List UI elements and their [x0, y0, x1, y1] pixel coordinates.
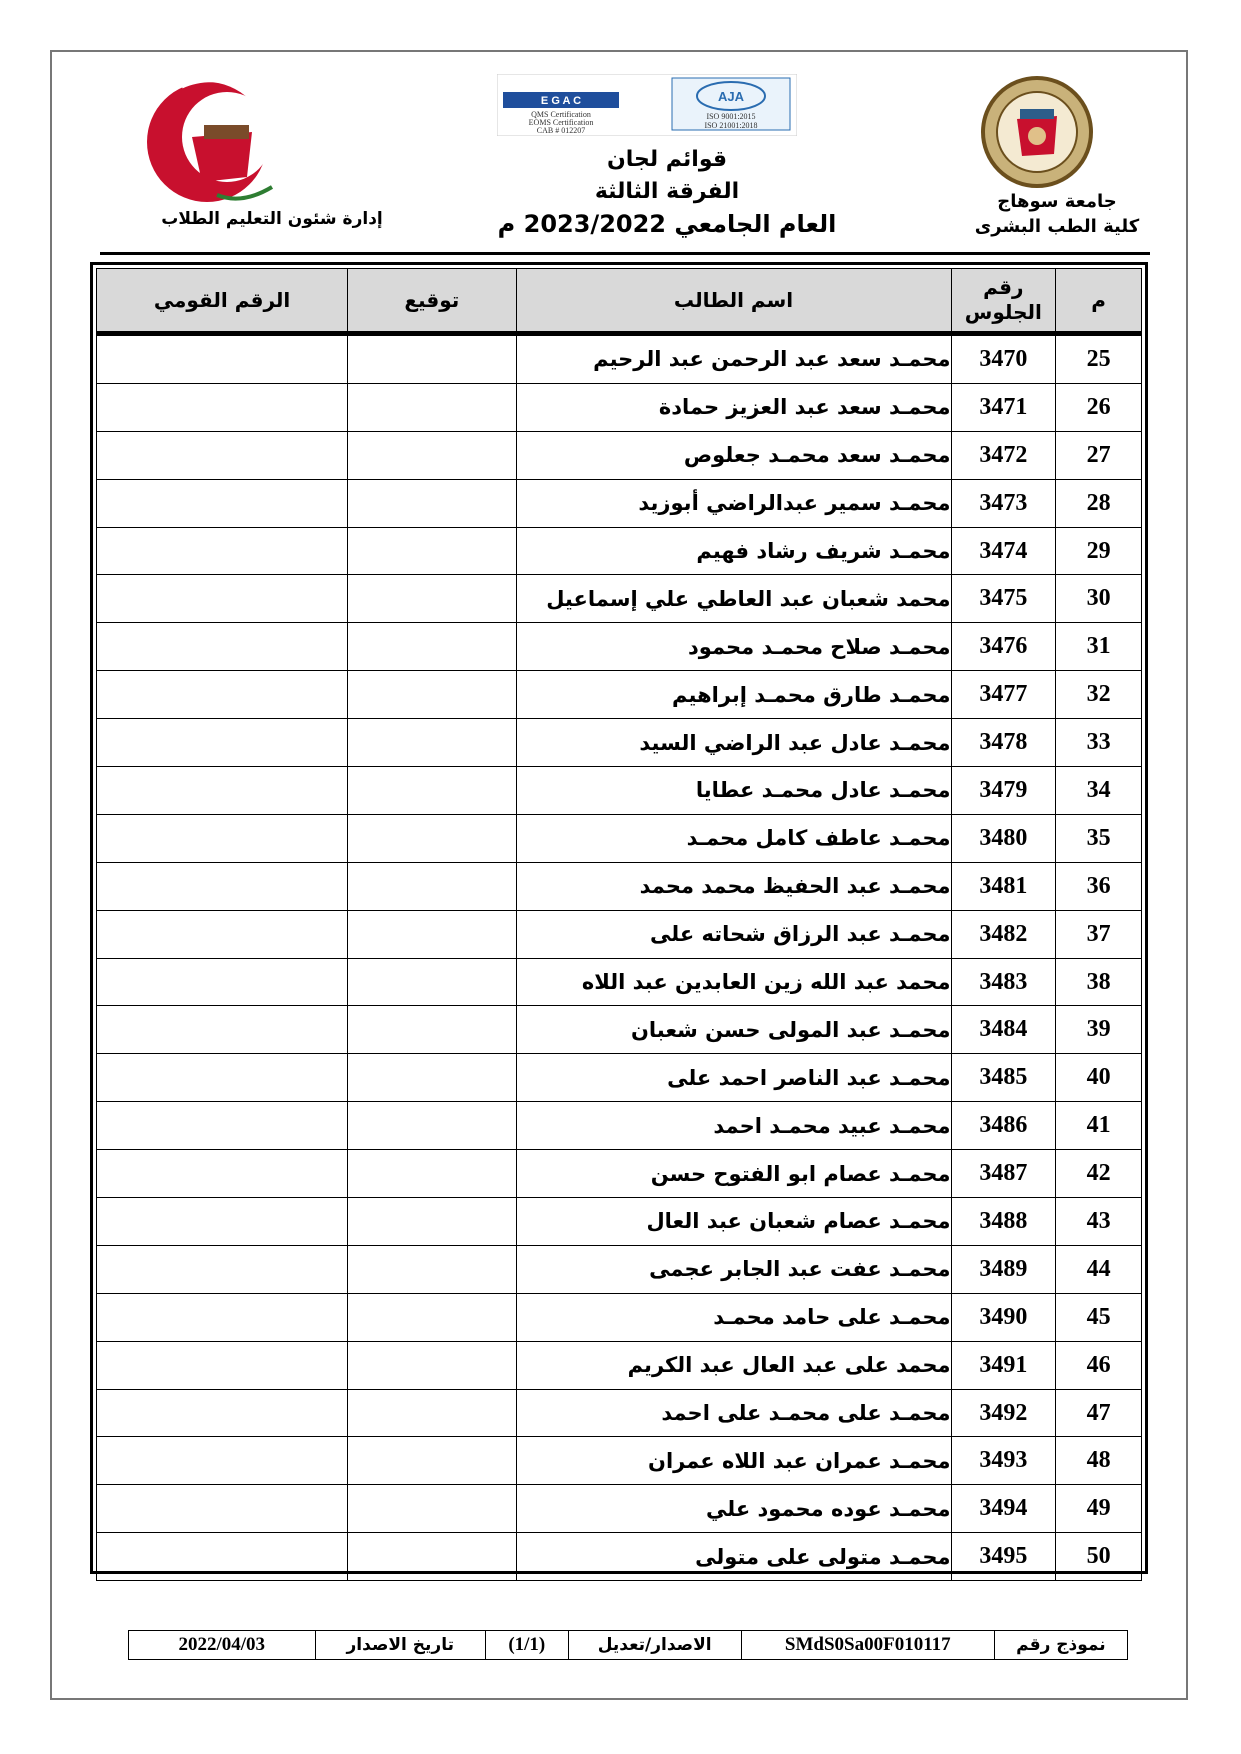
- row-signature-cell: [348, 1293, 516, 1341]
- row-seat-number: 3479: [951, 767, 1056, 815]
- table-row: [97, 1102, 1142, 1150]
- row-signature-cell: [348, 1006, 516, 1054]
- row-national-id-cell: [97, 1006, 348, 1054]
- row-serial: 42: [1056, 1150, 1142, 1198]
- row-signature-cell: [348, 1389, 516, 1437]
- row-national-id-cell: [97, 767, 348, 815]
- row-national-id-cell: [97, 958, 348, 1006]
- row-signature-cell: [348, 1198, 516, 1246]
- row-signature-cell: [348, 1054, 516, 1102]
- row-student-name: محمـد سعد عبد العزيز حمادة: [516, 383, 951, 431]
- row-student-name: محمد على عبد العال عبد الكريم: [516, 1341, 951, 1389]
- form-number: SMdS0Sa00F010117: [741, 1631, 994, 1660]
- svg-text:E G A C: E G A C: [540, 95, 582, 107]
- svg-text:ISO 21001:2018: ISO 21001:2018: [704, 121, 758, 130]
- document-titles: [472, 144, 862, 240]
- row-signature-cell: [348, 575, 516, 623]
- row-signature-cell: [348, 623, 516, 671]
- issue-date: 2022/04/03: [129, 1631, 316, 1660]
- table-row: [97, 862, 1142, 910]
- row-seat-number: 3493: [951, 1437, 1056, 1485]
- row-signature-cell: [348, 1437, 516, 1485]
- row-seat-number: 3494: [951, 1485, 1056, 1533]
- table-row: [97, 958, 1142, 1006]
- table-row: [97, 334, 1142, 384]
- row-serial: 31: [1056, 623, 1142, 671]
- row-national-id-cell: [97, 1389, 348, 1437]
- table-row: [97, 383, 1142, 431]
- row-seat-number: 3489: [951, 1245, 1056, 1293]
- row-student-name: محمـد عبد الحفيظ محمد محمد: [516, 862, 951, 910]
- row-signature-cell: [348, 671, 516, 719]
- version-value: (1/1): [486, 1631, 569, 1660]
- row-student-name: محمـد عبيد محمـد احمد: [516, 1102, 951, 1150]
- row-signature-cell: [348, 719, 516, 767]
- table-row: [97, 1245, 1142, 1293]
- table-row: [97, 719, 1142, 767]
- svg-text:QMS Certification: QMS Certification: [531, 110, 591, 119]
- table-row: [97, 527, 1142, 575]
- certification-logos: [497, 74, 797, 139]
- row-student-name: محمـد عادل عبد الراضي السيد: [516, 719, 951, 767]
- row-student-name: محمـد شريف رشاد فهيم: [516, 527, 951, 575]
- row-serial: 29: [1056, 527, 1142, 575]
- table-row: [97, 479, 1142, 527]
- row-seat-number: 3478: [951, 719, 1056, 767]
- row-student-name: محمـد عوده محمود علي: [516, 1485, 951, 1533]
- row-seat-number: 3484: [951, 1006, 1056, 1054]
- row-serial: 39: [1056, 1006, 1142, 1054]
- row-signature-cell: [348, 910, 516, 958]
- row-seat-number: 3475: [951, 575, 1056, 623]
- issue-date-label: تاريخ الاصدار: [315, 1631, 485, 1660]
- row-national-id-cell: [97, 1245, 348, 1293]
- row-national-id-cell: [97, 479, 348, 527]
- row-national-id-cell: [97, 671, 348, 719]
- row-seat-number: 3473: [951, 479, 1056, 527]
- row-national-id-cell: [97, 719, 348, 767]
- row-serial: 49: [1056, 1485, 1142, 1533]
- row-serial: 47: [1056, 1389, 1142, 1437]
- title-year-level: الفرقة الثالثة: [594, 179, 740, 204]
- row-seat-number: 3474: [951, 527, 1056, 575]
- row-national-id-cell: [97, 910, 348, 958]
- row-national-id-cell: [97, 575, 348, 623]
- row-national-id-cell: [97, 1054, 348, 1102]
- row-seat-number: 3491: [951, 1341, 1056, 1389]
- row-student-name: محمد عبد الله زين العابدين عبد اللاه: [516, 958, 951, 1006]
- table-row: [97, 1389, 1142, 1437]
- row-signature-cell: [348, 862, 516, 910]
- table-row: [97, 814, 1142, 862]
- table-row: [97, 1054, 1142, 1102]
- row-seat-number: 3470: [951, 334, 1056, 384]
- students-table-frame: [90, 262, 1148, 1574]
- row-national-id-cell: [97, 431, 348, 479]
- table-row: [97, 671, 1142, 719]
- row-serial: 45: [1056, 1293, 1142, 1341]
- row-national-id-cell: [97, 862, 348, 910]
- row-serial: 26: [1056, 383, 1142, 431]
- row-national-id-cell: [97, 527, 348, 575]
- row-signature-cell: [348, 767, 516, 815]
- row-student-name: محمـد على محمـد على احمد: [516, 1389, 951, 1437]
- row-student-name: محمـد سعد عبد الرحمن عبد الرحيم: [516, 334, 951, 384]
- university-name: جامعة سوهاج: [997, 191, 1117, 212]
- row-student-name: محمـد عصام شعبان عبد العال: [516, 1198, 951, 1246]
- row-student-name: محمـد سعد محمـد جعلوص: [516, 431, 951, 479]
- row-seat-number: 3485: [951, 1054, 1056, 1102]
- header-serial: م: [1056, 269, 1142, 334]
- row-seat-number: 3481: [951, 862, 1056, 910]
- table-row: [97, 1293, 1142, 1341]
- row-seat-number: 3488: [951, 1198, 1056, 1246]
- table-row: [97, 1437, 1142, 1485]
- row-signature-cell: [348, 814, 516, 862]
- row-national-id-cell: [97, 623, 348, 671]
- row-serial: 41: [1056, 1102, 1142, 1150]
- row-signature-cell: [348, 958, 516, 1006]
- row-signature-cell: [348, 1245, 516, 1293]
- row-student-name: محمـد طارق محمـد إبراهيم: [516, 671, 951, 719]
- table-row: [97, 575, 1142, 623]
- header-signature: توقيع: [348, 269, 516, 334]
- table-row: [97, 623, 1142, 671]
- row-seat-number: 3471: [951, 383, 1056, 431]
- row-signature-cell: [348, 1102, 516, 1150]
- row-seat-number: 3492: [951, 1389, 1056, 1437]
- row-serial: 38: [1056, 958, 1142, 1006]
- row-national-id-cell: [97, 1293, 348, 1341]
- university-seal: [972, 74, 1102, 194]
- row-seat-number: 3482: [951, 910, 1056, 958]
- row-seat-number: 3476: [951, 623, 1056, 671]
- row-student-name: محمـد صلاح محمـد محمود: [516, 623, 951, 671]
- table-row: [97, 1341, 1142, 1389]
- row-serial: 40: [1056, 1054, 1142, 1102]
- row-national-id-cell: [97, 1150, 348, 1198]
- table-row: [97, 1533, 1142, 1581]
- row-student-name: محمـد عادل محمـد عطايا: [516, 767, 951, 815]
- row-seat-number: 3477: [951, 671, 1056, 719]
- row-national-id-cell: [97, 334, 348, 384]
- row-serial: 44: [1056, 1245, 1142, 1293]
- row-signature-cell: [348, 383, 516, 431]
- row-seat-number: 3487: [951, 1150, 1056, 1198]
- students-table: [96, 268, 1142, 1581]
- table-row: [97, 1006, 1142, 1054]
- title-committees: قوائم لجان: [606, 147, 728, 172]
- row-signature-cell: [348, 1485, 516, 1533]
- table-row: [97, 431, 1142, 479]
- svg-text:EOMS Certification: EOMS Certification: [528, 118, 594, 127]
- row-serial: 37: [1056, 910, 1142, 958]
- department-name: إدارة شئون التعليم الطلاب: [161, 209, 383, 229]
- row-signature-cell: [348, 431, 516, 479]
- row-serial: 50: [1056, 1533, 1142, 1581]
- row-serial: 43: [1056, 1198, 1142, 1246]
- svg-text:ISO 9001:2015: ISO 9001:2015: [706, 112, 756, 121]
- header-seat-number: رقم الجلوس: [951, 269, 1056, 334]
- row-student-name: محمـد عاطف كامل محمـد: [516, 814, 951, 862]
- row-national-id-cell: [97, 814, 348, 862]
- row-serial: 27: [1056, 431, 1142, 479]
- row-national-id-cell: [97, 1341, 348, 1389]
- row-student-name: محمـد عصام ابو الفتوح حسن: [516, 1150, 951, 1198]
- table-row: [97, 767, 1142, 815]
- form-label: نموذج رقم: [994, 1631, 1127, 1660]
- row-seat-number: 3495: [951, 1533, 1056, 1581]
- table-row: [97, 910, 1142, 958]
- row-serial: 36: [1056, 862, 1142, 910]
- row-seat-number: 3483: [951, 958, 1056, 1006]
- faculty-name: كلية الطب البشرى: [974, 216, 1140, 237]
- table-row: [97, 1198, 1142, 1246]
- row-signature-cell: [348, 334, 516, 384]
- form-footer: [128, 1630, 1128, 1660]
- row-student-name: محمـد عبد الرزاق شحاته على: [516, 910, 951, 958]
- header-student-name: اسم الطالب: [516, 269, 951, 334]
- row-national-id-cell: [97, 1437, 348, 1485]
- university-name-block: [952, 189, 1162, 239]
- row-national-id-cell: [97, 1485, 348, 1533]
- header-national-id: الرقم القومي: [97, 269, 348, 334]
- row-student-name: محمـد على حامد محمـد: [516, 1293, 951, 1341]
- row-seat-number: 3486: [951, 1102, 1056, 1150]
- row-national-id-cell: [97, 1198, 348, 1246]
- row-serial: 48: [1056, 1437, 1142, 1485]
- row-serial: 33: [1056, 719, 1142, 767]
- row-signature-cell: [348, 1533, 516, 1581]
- row-student-name: محمـد عبد الناصر احمد على: [516, 1054, 951, 1102]
- row-student-name: محمـد سمير عبدالراضي أبوزيد: [516, 479, 951, 527]
- svg-text:AJA: AJA: [717, 89, 745, 104]
- row-serial: 32: [1056, 671, 1142, 719]
- row-seat-number: 3480: [951, 814, 1056, 862]
- row-serial: 28: [1056, 479, 1142, 527]
- table-header-row: [97, 269, 1142, 334]
- row-signature-cell: [348, 1150, 516, 1198]
- row-serial: 35: [1056, 814, 1142, 862]
- row-national-id-cell: [97, 1533, 348, 1581]
- title-academic-year: العام الجامعي 2023/2022 م: [497, 210, 837, 238]
- row-student-name: محمـد عبد المولى حسن شعبان: [516, 1006, 951, 1054]
- row-national-id-cell: [97, 1102, 348, 1150]
- row-student-name: محمد شعبان عبد العاطي علي إسماعيل: [516, 575, 951, 623]
- row-seat-number: 3490: [951, 1293, 1056, 1341]
- row-student-name: محمـد عمران عبد اللاه عمران: [516, 1437, 951, 1485]
- row-signature-cell: [348, 527, 516, 575]
- row-seat-number: 3472: [951, 431, 1056, 479]
- row-serial: 46: [1056, 1341, 1142, 1389]
- row-signature-cell: [348, 1341, 516, 1389]
- row-signature-cell: [348, 479, 516, 527]
- version-label: الاصدار/تعديل: [568, 1631, 741, 1660]
- row-student-name: محمـد متولى على متولى: [516, 1533, 951, 1581]
- svg-text:CAB # 012207: CAB # 012207: [536, 126, 586, 135]
- table-row: [97, 1150, 1142, 1198]
- row-national-id-cell: [97, 383, 348, 431]
- document-header: [52, 52, 1186, 257]
- row-serial: 25: [1056, 334, 1142, 384]
- row-serial: 30: [1056, 575, 1142, 623]
- row-student-name: محمـد عفت عبد الجابر عجمى: [516, 1245, 951, 1293]
- header-divider: [100, 252, 1150, 255]
- row-serial: 34: [1056, 767, 1142, 815]
- table-row: [97, 1485, 1142, 1533]
